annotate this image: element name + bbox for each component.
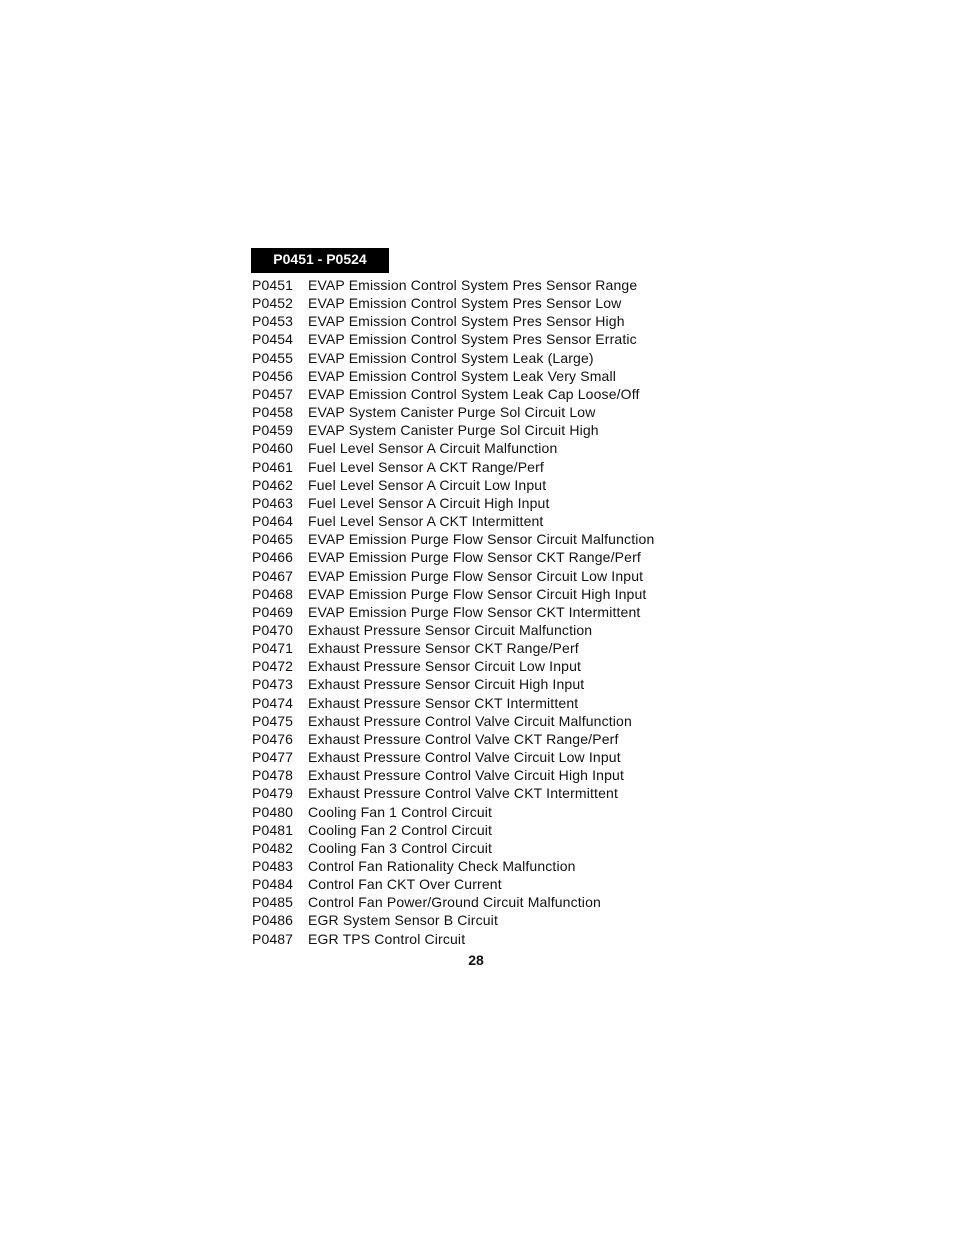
- code-row: [252, 675, 654, 693]
- code-row: [252, 421, 654, 439]
- code-row: [252, 784, 654, 802]
- code-row: [252, 439, 654, 457]
- code-description: EVAP Emission Purge Flow Sensor CKT Range/Perf: [308, 549, 641, 566]
- code-description: Fuel Level Sensor A Circuit Malfunction: [308, 440, 558, 457]
- trouble-code: P0475: [252, 712, 293, 729]
- code-list: [252, 276, 654, 948]
- code-row: [252, 330, 654, 348]
- code-description: Exhaust Pressure Sensor Circuit Low Input: [308, 658, 582, 675]
- trouble-code: P0474: [252, 694, 293, 711]
- trouble-code: P0464: [252, 513, 293, 530]
- trouble-code: P0482: [252, 839, 293, 856]
- code-row: [252, 821, 654, 839]
- code-description: EVAP System Canister Purge Sol Circuit High: [308, 422, 599, 439]
- code-description: Fuel Level Sensor A Circuit Low Input: [308, 476, 547, 493]
- trouble-code: P0459: [252, 422, 293, 439]
- code-description: EVAP Emission Purge Flow Sensor Circuit Low Input: [308, 567, 644, 584]
- trouble-code: P0466: [252, 549, 293, 566]
- code-row: [252, 621, 654, 639]
- code-row: [252, 657, 654, 675]
- trouble-code: P0454: [252, 331, 293, 348]
- code-description: EVAP Emission Control System Pres Sensor Range: [308, 277, 638, 293]
- trouble-code: P0468: [252, 585, 293, 602]
- code-row: [252, 639, 654, 657]
- code-description: Exhaust Pressure Control Valve CKT Range/Perf: [308, 730, 619, 747]
- trouble-code: P0480: [252, 803, 293, 820]
- trouble-code: P0477: [252, 749, 293, 766]
- trouble-code: P0484: [252, 876, 293, 893]
- trouble-code: P0453: [252, 313, 293, 330]
- code-description: Fuel Level Sensor A CKT Intermittent: [308, 513, 544, 530]
- code-description: EVAP Emission Purge Flow Sensor CKT Intermittent: [308, 603, 641, 620]
- code-description: Cooling Fan 2 Control Circuit: [308, 821, 493, 838]
- code-row: [252, 385, 654, 403]
- trouble-code: P0469: [252, 603, 293, 620]
- trouble-code: P0455: [252, 349, 293, 366]
- code-description: Control Fan Rationality Check Malfunction: [308, 858, 576, 874]
- code-row: [252, 694, 654, 712]
- code-row: [252, 930, 654, 948]
- code-description: Exhaust Pressure Control Valve CKT Intermittent: [308, 785, 618, 802]
- trouble-code: P0481: [252, 821, 293, 838]
- trouble-code: P0472: [252, 658, 293, 675]
- code-description: EVAP Emission Control System Pres Sensor Erratic: [308, 331, 637, 348]
- trouble-code: P0463: [252, 494, 293, 511]
- trouble-code: P0473: [252, 676, 293, 693]
- trouble-code: P0471: [252, 640, 293, 657]
- trouble-code: P0452: [252, 295, 293, 312]
- code-description: Exhaust Pressure Sensor CKT Range/Perf: [308, 640, 579, 657]
- code-row: [252, 766, 654, 784]
- page-number: 28: [468, 952, 484, 968]
- trouble-code: P0461: [252, 458, 293, 475]
- code-description: Control Fan Power/Ground Circuit Malfunction: [308, 894, 601, 911]
- trouble-code: P0479: [252, 785, 293, 802]
- code-row: [252, 403, 654, 421]
- code-description: EVAP Emission Control System Leak Very Small: [308, 367, 616, 384]
- code-description: Exhaust Pressure Sensor Circuit High Input: [308, 676, 585, 693]
- code-row: [252, 530, 654, 548]
- code-description: Exhaust Pressure Control Valve Circuit Low Input: [308, 749, 621, 766]
- trouble-code: P0485: [252, 894, 293, 911]
- code-description: Cooling Fan 1 Control Circuit: [308, 803, 493, 820]
- code-row: [252, 875, 654, 893]
- code-row: [252, 803, 654, 821]
- code-row: [252, 512, 654, 530]
- code-row: [252, 276, 654, 294]
- code-description: EVAP Emission Purge Flow Sensor Circuit Malfunction: [308, 531, 655, 548]
- code-row: [252, 893, 654, 911]
- code-description: EGR TPS Control Circuit: [308, 930, 466, 947]
- code-description: Exhaust Pressure Control Valve Circuit Malfunction: [308, 712, 632, 729]
- code-row: [252, 857, 654, 875]
- trouble-code: P0460: [252, 440, 293, 457]
- code-row: [252, 548, 654, 566]
- code-description: Control Fan CKT Over Current: [308, 876, 502, 893]
- code-description: Fuel Level Sensor A CKT Range/Perf: [308, 458, 544, 475]
- code-description: Exhaust Pressure Control Valve Circuit High Input: [308, 767, 625, 784]
- section-title: P0451 - P0524: [273, 251, 367, 267]
- code-description: Exhaust Pressure Sensor CKT Intermittent: [308, 694, 579, 711]
- code-row: [252, 476, 654, 494]
- code-row: [252, 712, 654, 730]
- trouble-code: P0478: [252, 767, 293, 784]
- code-row: [252, 748, 654, 766]
- code-row: [252, 730, 654, 748]
- code-row: [252, 911, 654, 929]
- trouble-code: P0451: [252, 277, 293, 293]
- code-description: EVAP Emission Control System Pres Sensor High: [308, 313, 625, 330]
- trouble-code: P0486: [252, 912, 293, 929]
- code-row: [252, 585, 654, 603]
- trouble-code: P0470: [252, 621, 293, 638]
- trouble-code: P0483: [252, 858, 293, 874]
- code-description: EVAP System Canister Purge Sol Circuit Low: [308, 404, 596, 421]
- trouble-code: P0456: [252, 367, 293, 384]
- trouble-code: P0457: [252, 385, 293, 402]
- trouble-code: P0462: [252, 476, 293, 493]
- code-row: [252, 567, 654, 585]
- code-description: EVAP Emission Control System Pres Sensor Low: [308, 295, 622, 312]
- code-description: Cooling Fan 3 Control Circuit: [308, 839, 493, 856]
- code-description: EVAP Emission Control System Leak (Large): [308, 349, 594, 366]
- code-row: [252, 349, 654, 367]
- code-row: [252, 839, 654, 857]
- code-description: EVAP Emission Control System Leak Cap Loose/Off: [308, 385, 640, 402]
- code-row: [252, 367, 654, 385]
- code-row: [252, 312, 654, 330]
- code-row: [252, 494, 654, 512]
- code-description: Fuel Level Sensor A Circuit High Input: [308, 494, 550, 511]
- code-description: Exhaust Pressure Sensor Circuit Malfunction: [308, 621, 593, 638]
- trouble-code: P0476: [252, 730, 293, 747]
- trouble-code: P0487: [252, 930, 293, 947]
- code-row: [252, 603, 654, 621]
- trouble-code: P0458: [252, 404, 293, 421]
- code-row: [252, 294, 654, 312]
- code-description: EVAP Emission Purge Flow Sensor Circuit High Input: [308, 585, 647, 602]
- trouble-code: P0465: [252, 531, 293, 548]
- code-description: EGR System Sensor B Circuit: [308, 912, 498, 929]
- section-title-tab: [251, 248, 389, 273]
- code-row: [252, 458, 654, 476]
- trouble-code: P0467: [252, 567, 293, 584]
